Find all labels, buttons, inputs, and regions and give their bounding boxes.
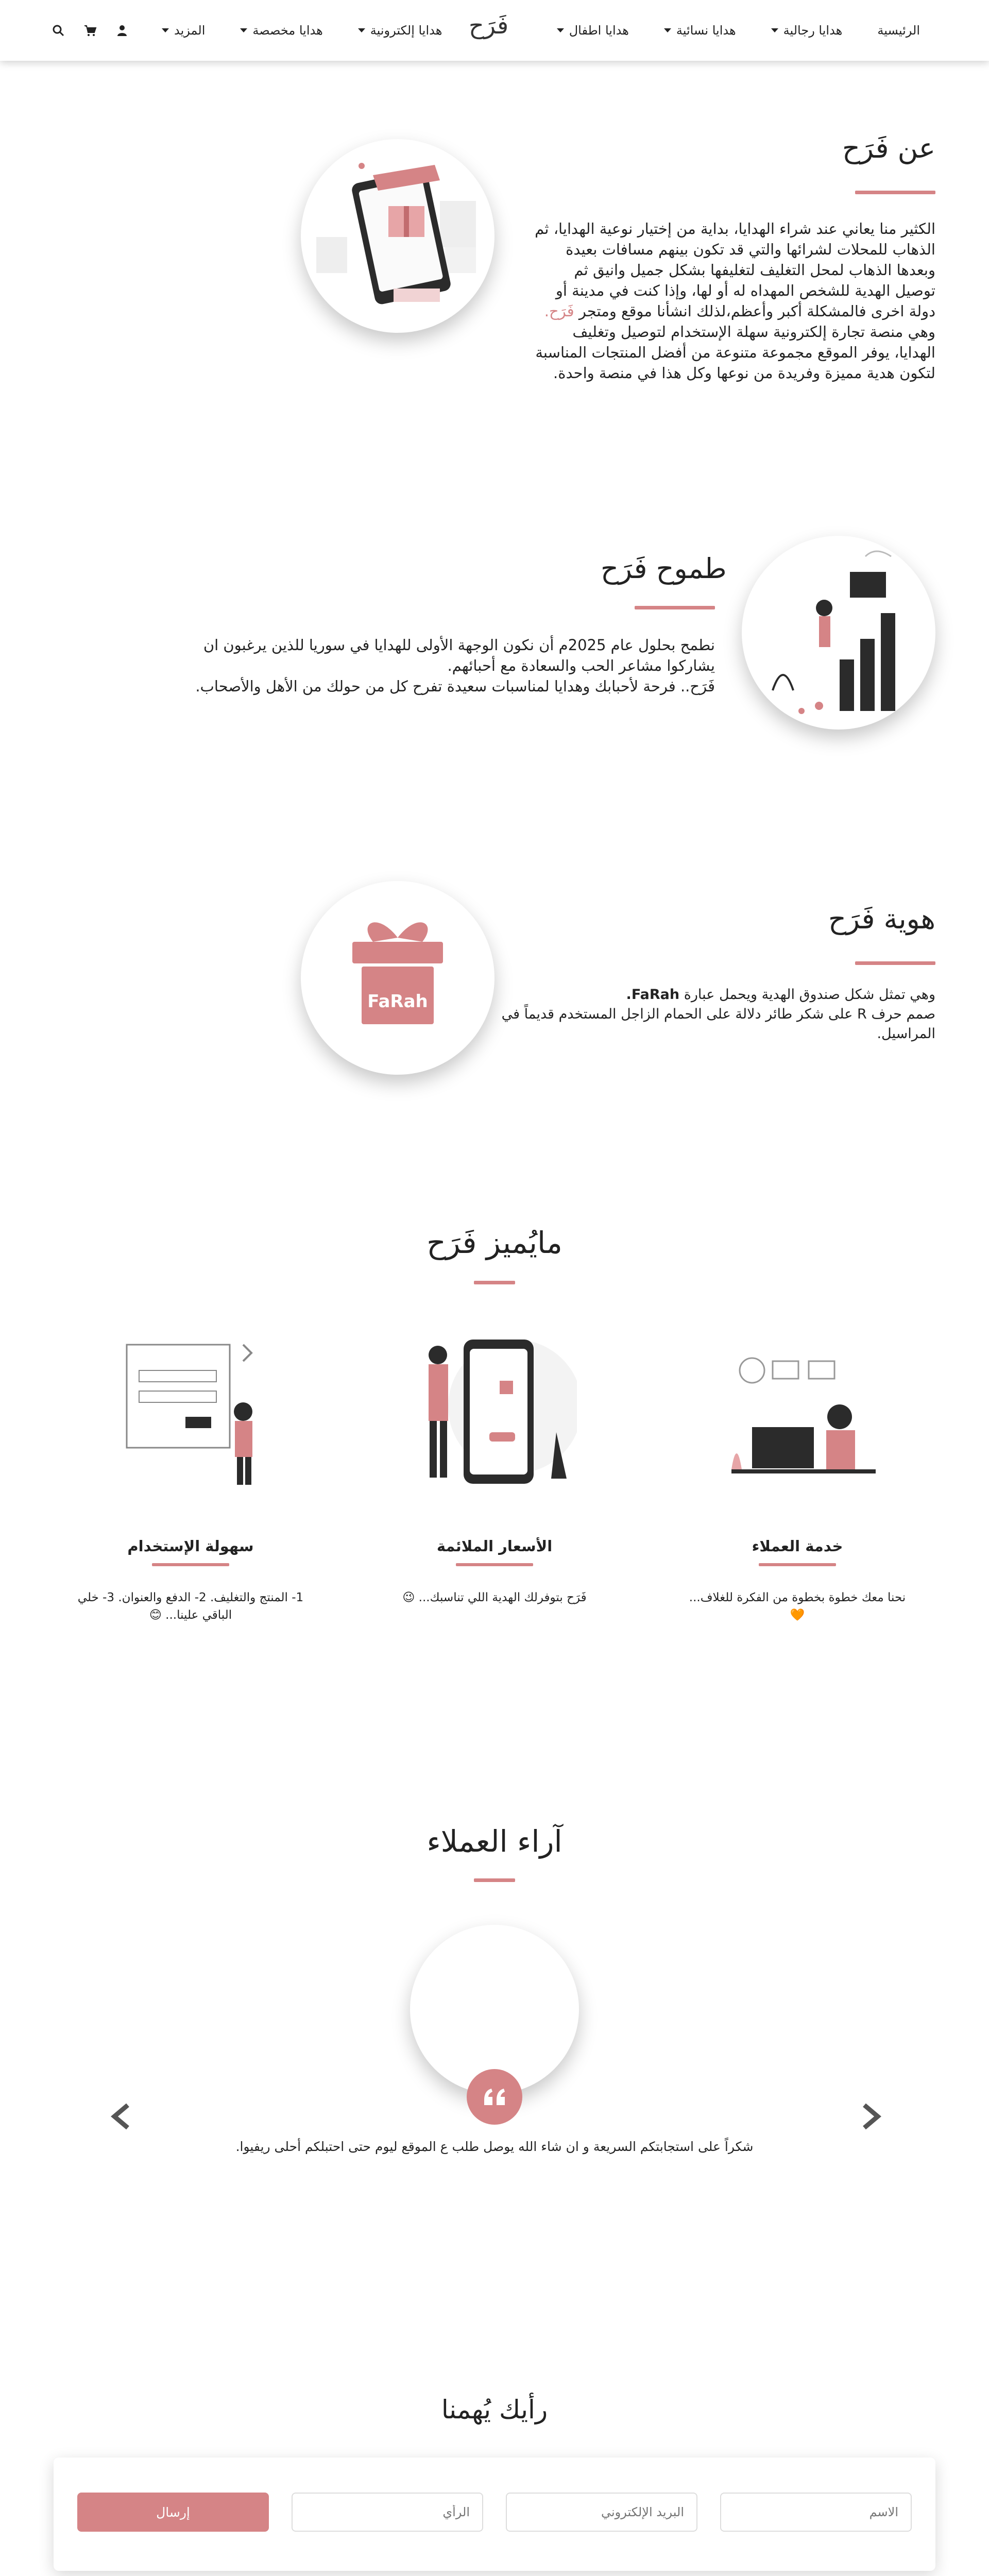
identity-line: صمم حرف R على شكر طائر دلالة على الحمام الزاجل المستخدم قديماً في (501, 1006, 935, 1022)
ambition-illustration (742, 536, 935, 730)
feature-underline (456, 1563, 533, 1566)
nav-home-label: الرئيسية (877, 23, 920, 38)
identity-brand: FaRah. (626, 987, 680, 1003)
identity-title-underline (855, 961, 935, 965)
nav-custom-gifts-label: هدايا مخصصة (252, 23, 323, 38)
identity-text (472, 985, 935, 1044)
testimonials-title: آراء العملاء (427, 1824, 562, 1859)
about-brand-inline: فَرَح. (544, 302, 574, 320)
smile-emoji-icon: 😊 (149, 1608, 162, 1622)
identity-logo-text: FaRah (367, 991, 428, 1012)
testimonial-text: شكراً على استجابتكم السريعة و ان شاء الله يوصل طلب ع الموقع ليوم حتى احتبلكم أحلى ريفيوا. (235, 2139, 754, 2154)
about-line: وبعدها الذهاب لمحل التغليف لتغليفها بشكل جميل وانيق ثم (574, 261, 935, 279)
wink-emoji-icon: 😉 (402, 1591, 415, 1604)
ease-of-use-illustration (108, 1334, 278, 1489)
header-actions (52, 0, 129, 61)
features-title: مايُميز فَرَح (427, 1225, 562, 1260)
cart-icon[interactable] (83, 24, 97, 37)
main-nav (539, 0, 937, 61)
about-line: الهدايا، يوفر الموقع مجموعة متنوعة من أفضل المنتجات المناسبة (535, 344, 935, 361)
opinion-input[interactable] (292, 2493, 483, 2532)
nav-men-gifts-label: هدايا رجالية (783, 23, 843, 38)
chevron-down-icon (162, 28, 169, 32)
about-line: دولة اخرى فالمشكلة أكبر وأعظم،لذلك انشأنا موقع ومتجر (578, 302, 935, 320)
nav-women-gifts-label: هدايا نسائية (676, 23, 736, 38)
nav-kids-gifts-label: هدايا اطفال (569, 23, 629, 38)
about-title-underline (855, 191, 935, 194)
testimonials-title-underline (474, 1878, 515, 1882)
email-input[interactable] (506, 2493, 697, 2532)
chevron-down-icon (771, 28, 778, 32)
ambition-title-underline (635, 606, 715, 609)
ambition-line: فَرَح.. فرحة لأحبابك وهدايا لمناسبات سعيدة تفرح كل من حولك من الأهل والأصحاب. (195, 677, 715, 695)
identity-line: وهي تمثل شكل صندوق الهدية ويحمل عبارة (684, 987, 935, 1003)
identity-title: هوية فَرَح (828, 903, 935, 935)
about-line: توصيل الهدية للشخص المهداه له أو لها، وإذا كنت في مدينة أو (555, 282, 935, 299)
user-icon[interactable] (115, 24, 129, 37)
feature-text-label: 1- المنتج والتغليف. 2- الدفع والعنوان. 3- خلي الباقي علينا... (77, 1591, 304, 1622)
nav-more[interactable] (144, 23, 223, 38)
site-header (0, 0, 989, 61)
feature-underline (759, 1563, 836, 1566)
feedback-form (54, 2458, 935, 2571)
nav-more-label: المزيد (174, 23, 206, 38)
customer-service-illustration (716, 1350, 881, 1489)
ambition-line: يشاركوا مشاعر الحب والسعادة مع أحبائهم. (447, 657, 715, 674)
feature-text-label: فَرَح بتوفرلك الهدية اللي تناسبك... (418, 1591, 587, 1604)
feature-text-label: نحنا معك خطوة بخطوة من الفكرة للغلاف... (689, 1591, 906, 1604)
ambition-text (87, 635, 715, 697)
features-title-underline (474, 1281, 515, 1284)
feature-title-pricing: الأسعار الملائمة (436, 1537, 553, 1555)
feedback-title: رأيك يُهمنا (441, 2395, 548, 2425)
chevron-down-icon (557, 28, 564, 32)
prev-arrow-icon[interactable] (108, 2101, 134, 2132)
name-input[interactable] (720, 2493, 912, 2532)
feature-text-ease (67, 1589, 314, 1624)
quote-icon (467, 2069, 522, 2125)
nav-electronic-gifts-label: هدايا إلكترونية (370, 23, 442, 38)
submit-button[interactable]: إرسال (77, 2493, 269, 2532)
ambition-title: طموح فَرَح (601, 552, 727, 585)
pricing-illustration (412, 1329, 577, 1489)
about-title: عن فَرَح (842, 132, 935, 164)
about-text (420, 218, 935, 383)
nav-women-gifts[interactable] (646, 23, 754, 38)
nav-electronic-gifts[interactable] (340, 23, 460, 38)
feature-text-pricing (381, 1589, 608, 1606)
nav-home[interactable] (860, 23, 937, 38)
about-illustration (301, 139, 494, 333)
site-logo[interactable]: فَرَح (469, 11, 509, 39)
feature-title-customer-service: خدمة العملاء (752, 1537, 843, 1555)
feature-title-ease: سهولة الإستخدام (127, 1537, 254, 1555)
about-line: وهي منصة تجارة إلكترونية سهلة الإستخدام لتوصيل وتغليف (572, 323, 935, 341)
about-line: الذهاب للمحلات لشرائها والتي قد تكون بينهم مسافات بعيدة (566, 241, 935, 258)
nav-kids-gifts[interactable] (539, 23, 646, 38)
feature-underline (152, 1563, 229, 1566)
chevron-down-icon (664, 28, 671, 32)
feature-text-customer-service (684, 1589, 911, 1624)
secondary-nav (144, 0, 459, 61)
ambition-line: نطمح بحلول عام 2025م أن نكون الوجهة الأولى للهدايا في سوريا للذين يرغبون ان (203, 636, 715, 654)
about-line: الكثير منا يعاني عند شراء الهدايا، بداية من إختيار نوعية الهدايا، ثم (535, 220, 935, 238)
nav-men-gifts[interactable] (754, 23, 860, 38)
next-arrow-icon[interactable] (858, 2101, 884, 2132)
identity-logo-circle (301, 881, 494, 1075)
about-line: لتكون هدية مميزة وفريدة من نوعها وكل هذا في منصة واحدة. (553, 364, 935, 382)
chevron-down-icon (358, 28, 365, 32)
chevron-down-icon (240, 28, 247, 32)
testimonial-avatar (410, 1925, 579, 2094)
search-icon[interactable] (52, 24, 65, 37)
heart-emoji-icon: 🧡 (790, 1608, 805, 1622)
identity-line: المراسيل. (877, 1026, 935, 1042)
nav-custom-gifts[interactable] (223, 23, 340, 38)
